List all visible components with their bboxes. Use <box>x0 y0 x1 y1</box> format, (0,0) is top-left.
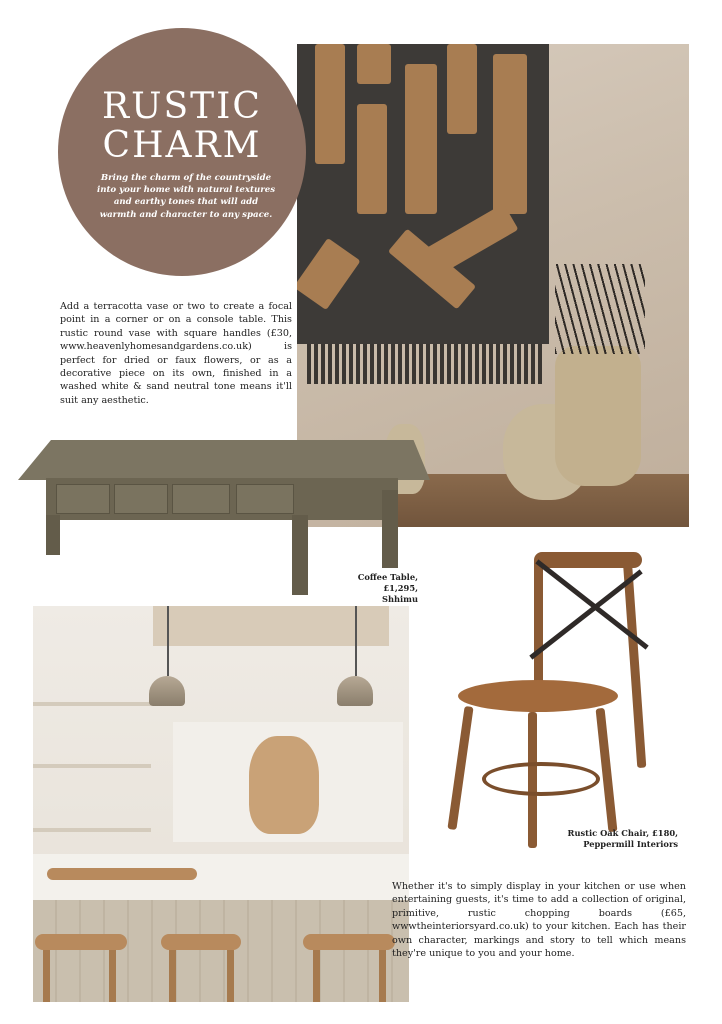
pendant-lamp <box>337 676 373 706</box>
bar-stool <box>35 934 127 950</box>
title-circle <box>58 28 306 276</box>
chair-seat <box>458 680 618 712</box>
intro-text: Bring the charm of the countryside into your home with natural textures and earthy tones that will add warmth and character to any space. <box>96 173 276 220</box>
table-leg <box>46 515 60 555</box>
rug-fringe <box>307 344 543 384</box>
bar-stool <box>161 934 241 950</box>
page-title-line2: CHARM <box>102 125 262 166</box>
chair-back-post <box>534 558 543 688</box>
pendant-lamp <box>149 676 185 706</box>
coffee-table-caption <box>330 572 418 605</box>
chair-ring <box>482 762 600 796</box>
chair-leg <box>596 708 618 832</box>
coffee-table-caption-line2: Shhimu <box>381 594 418 604</box>
chair-back-post <box>623 558 647 768</box>
chopping-board <box>249 736 319 834</box>
open-shelf <box>33 702 151 706</box>
range-hood <box>153 606 389 646</box>
open-shelf <box>33 828 151 832</box>
chair-caption-line2: Peppermill Interiors <box>583 839 678 849</box>
table-leg <box>292 515 308 595</box>
chair-caption-line1: Rustic Oak Chair, £180, <box>567 828 678 838</box>
dried-flowers <box>555 264 645 354</box>
coffee-table-body <box>46 478 398 520</box>
bar-stool <box>303 934 395 950</box>
vase-paragraph: Add a terracotta vase or two to create a focal point in a corner or on a console table. This rustic round vase with square handles (£30, www.heavenlyhomesandgardens.co.uk) is perfect for dried or faux flowers, or as a decorative piece on its own, finished in a washed white & sand neutral tone means it'll suit any aesthetic. <box>60 301 292 406</box>
kitchen-photo <box>33 606 409 1002</box>
chopping-boards-paragraph: Whether it's to simply display in your kitchen or use when entertaining guests, it's time to add a collection of original, primitive, rustic chopping boards (£65, wwwtheinteriorsyard.co.uk) to your kitchen. Each has their own character, markings and story to tell which means they're unique to you and your home. <box>392 881 686 960</box>
coffee-table-caption-line1: Coffee Table, £1,295, <box>357 572 418 593</box>
woven-wall-hanging <box>297 44 549 344</box>
chair-caption <box>560 828 678 850</box>
open-shelf <box>33 764 151 768</box>
coffee-table-top <box>18 440 430 480</box>
tall-vase <box>555 346 641 486</box>
bread-board <box>47 868 197 880</box>
oak-chair-photo <box>452 552 648 852</box>
chair-leg <box>447 706 473 830</box>
table-leg <box>382 490 398 568</box>
kitchen-island <box>33 900 409 1002</box>
page-title-line1: RUSTIC <box>102 86 262 127</box>
